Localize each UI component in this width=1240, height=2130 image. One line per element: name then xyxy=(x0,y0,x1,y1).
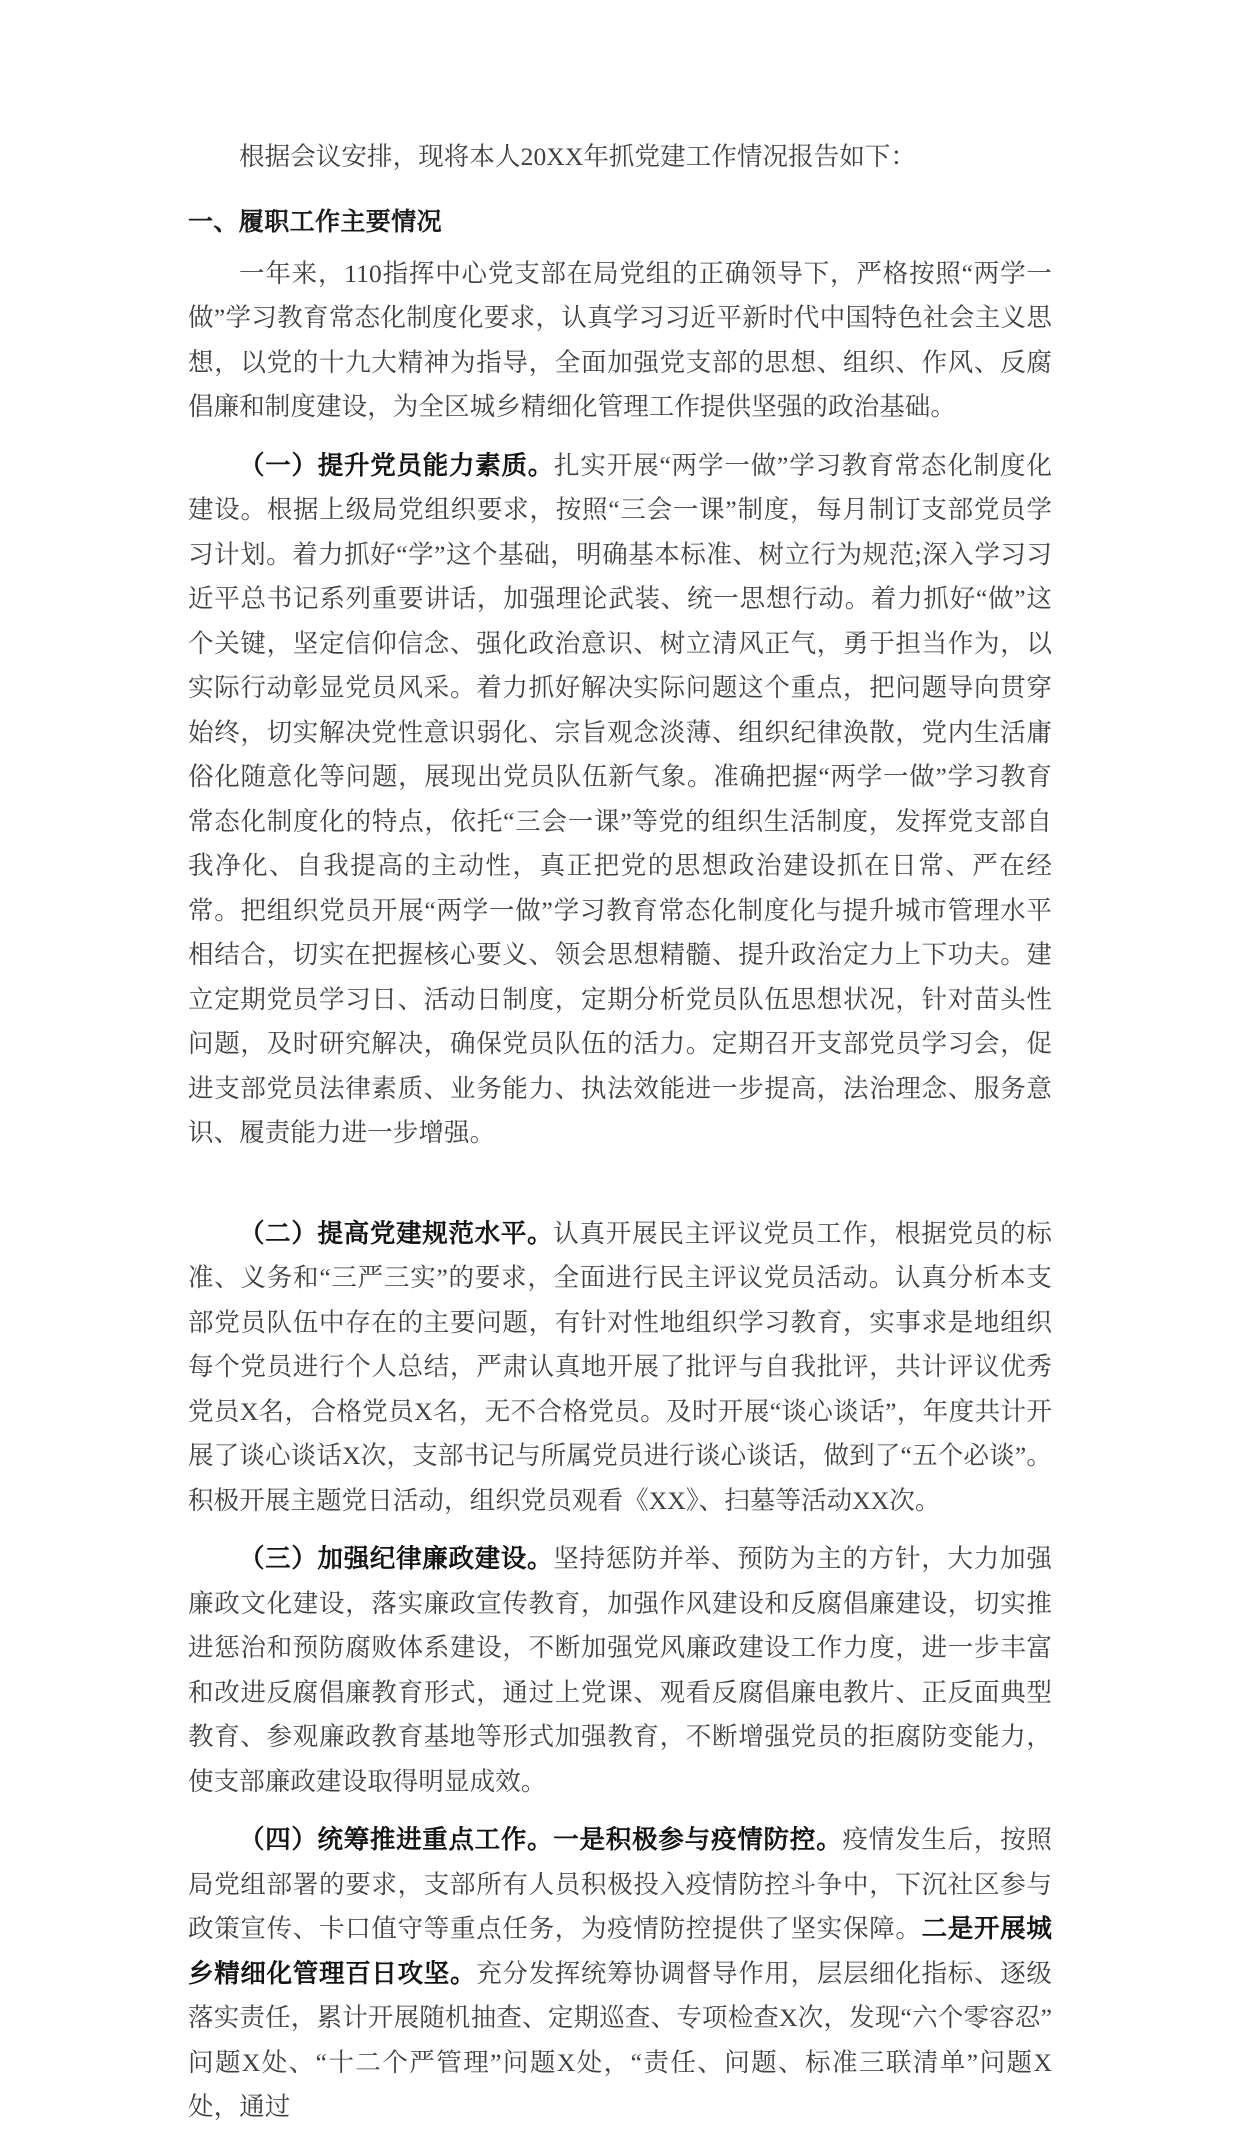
subsection-two-lead: （二）提高党建规范水平。 xyxy=(239,1218,554,1249)
subsection-four-item-one-label: 一是积极参与疫情防控。 xyxy=(553,1825,843,1855)
subsection-three xyxy=(188,1537,1052,1804)
subsection-four xyxy=(188,1818,1052,2130)
subsection-four-lead: （四）统筹推进重点工作。 xyxy=(239,1825,554,1855)
subsection-three-lead: （三）加强纪律廉政建设。 xyxy=(239,1544,554,1574)
subsection-one xyxy=(188,444,1052,1156)
subsection-one-lead: （一）提升党员能力素质。 xyxy=(239,450,555,481)
document-body xyxy=(188,135,1052,2130)
intro-paragraph: 根据会议安排，现将本人20XX年抓党建工作情况报告如下： xyxy=(239,142,917,171)
subsection-two-body: 认真开展民主评议党员工作，根据党员的标准、义务和“三严三实”的要求，全面进行民主评议党员活动。认真分析本支部党员队伍中存在的主要问题，有针对性地组织学习教育，实事求是地组织每个党员进行个人总结，严肃认真地开展了批评与自我批评，共计评议优秀党员X名，合格党员X名，无不合格党员。及时开展“谈心谈话”，年度共计开展了谈心谈话X次，支部书记与所属党员进行谈心谈话，做到了“五个必谈”。积极开展主题党日活动，组织党员观看《XX》、扫墓等活动XX次。 xyxy=(188,1218,1052,1515)
section-heading-one: 一、履职工作主要情况 xyxy=(188,206,443,236)
subsection-four-item-two-label: 二是开展城乡精细化管理百日攻坚。 xyxy=(188,1914,1052,1989)
subsection-four-item-two-body: 充分发挥统筹协调督导作用，层层细化指标、逐级落实责任，累计开展随机抽查、定期巡查、专项检查X次，发现“六个零容忍”问题X处、“十二个严管理”问题X处，“责任、问题、标准三联清单”问题X处，通过 xyxy=(188,1958,1052,2121)
subsection-two xyxy=(188,1212,1052,1524)
subsection-three-body: 坚持惩防并举、预防为主的方针，大力加强廉政文化建设，落实廉政宣传教育，加强作风建设和反腐倡廉建设，切实推进惩治和预防腐败体系建设，不断加强党风廉政建设工作力度，进一步丰富和改进反腐倡廉教育形式，通过上党课、观看反腐倡廉电教片、正反面典型教育、参观廉政教育基地等形式加强教育，不断增强党员的拒腐防变能力，使支部廉政建设取得明显成效。 xyxy=(188,1544,1052,1796)
overview-paragraph: 一年来，110指挥中心党支部在局党组的正确领导下，严格按照“两学一做”学习教育常态化制度化要求，认真学习习近平新时代中国特色社会主义思想，以党的十九大精神为指导，全面加强党支部的思想、组织、作风、反腐倡廉和制度建设，为全区城乡精细化管理工作提供坚强的政治基础。 xyxy=(188,258,1052,421)
subsection-four-item-one-body: 疫情发生后，按照局党组部署的要求，支部所有人员积极投入疫情防控斗争中，下沉社区参与政策宣传、卡口值守等重点任务，为疫情防控提供了坚实保障。 xyxy=(188,1825,1052,1943)
subsection-one-body: 扎实开展“两学一做”学习教育常态化制度化建设。根据上级局党组织要求，按照“三会一课”制度，每月制订支部党员学习计划。着力抓好“学”这个基础，明确基本标准、树立行为规范;深入学习习近平总书记系列重要讲话，加强理论武装、统一思想行动。着力抓好“做”这个关键，坚定信仰信念、强化政治意识、树立清风正气，勇于担当作为，以实际行动彰显党员风采。着力抓好解决实际问题这个重点，把问题导向贯穿始终，切实解决党性意识弱化、宗旨观念淡薄、组织纪律涣散，党内生活庸俗化随意化等问题，展现出党员队伍新气象。准确把握“两学一做”学习教育常态化制度化的特点，依托“三会一课”等党的组织生活制度，发挥党支部自我净化、自我提高的主动性，真正把党的思想政治建设抓在日常、严在经常。把组织党员开展“两学一做”学习教育常态化制度化与提升城市管理水平相结合，切实在把握核心要义、领会思想精髓、提升政治定力上下功夫。建立定期党员学习日、活动日制度，定期分析党员队伍思想状况，针对苗头性问题，及时研究解决，确保党员队伍的活力。定期召开支部党员学习会，促进支部党员法律素质、业务能力、执法效能进一步提高，法治理念、服务意识、履责能力进一步增强。 xyxy=(188,450,1052,1147)
